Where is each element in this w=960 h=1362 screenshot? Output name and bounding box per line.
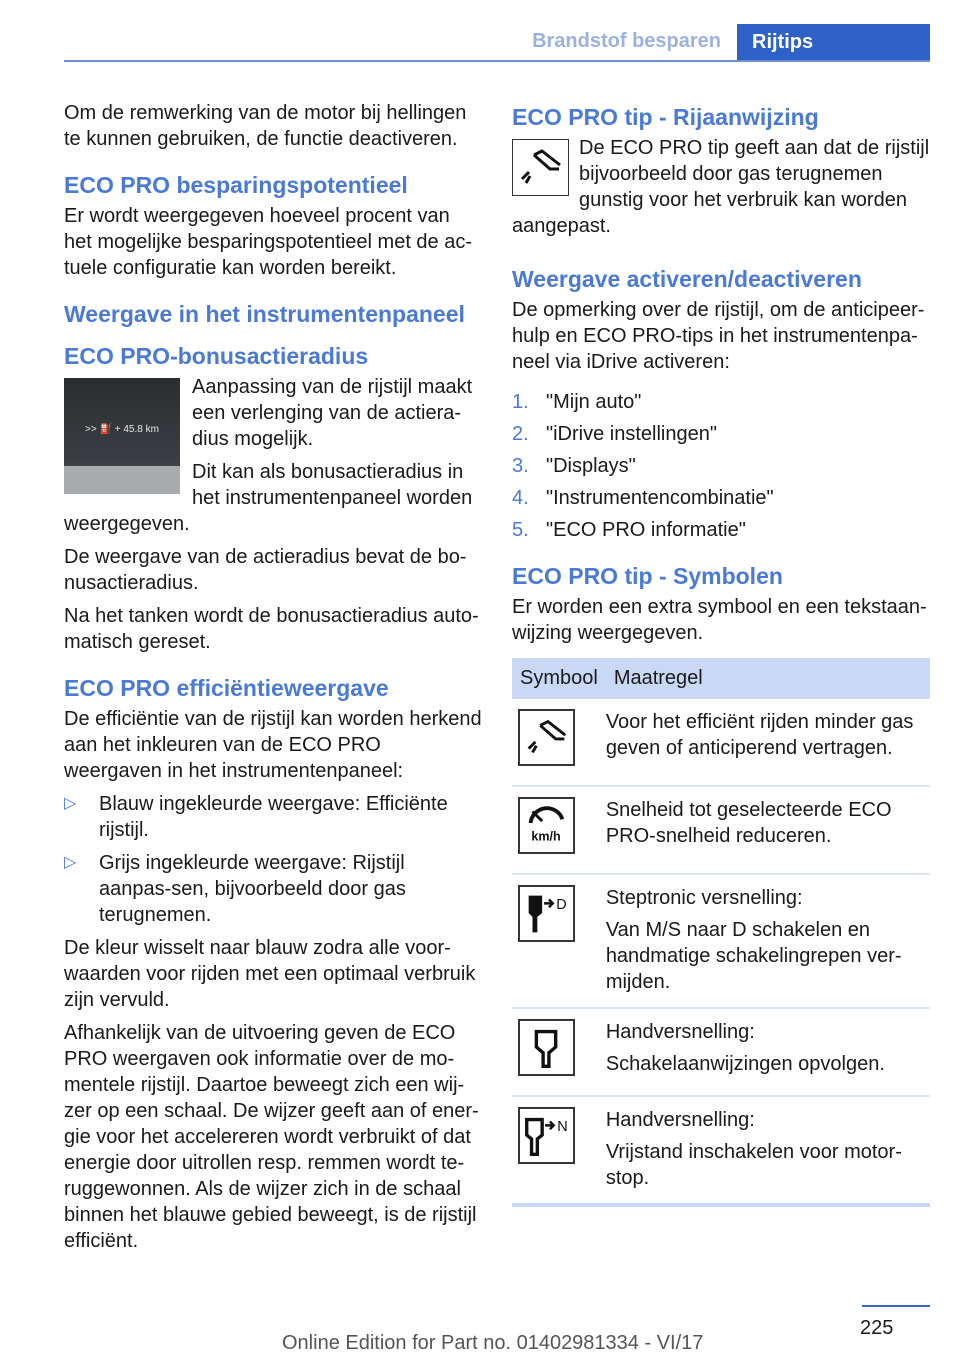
footer-rule	[862, 1305, 930, 1307]
section-title: Brandstof besparen	[532, 30, 721, 52]
column-header-maatregel: Maatregel	[606, 658, 930, 699]
paragraph-bonus-1: Aanpassing van de rijstijl maakt een verlenging van de actiera-dius mogelijk.	[192, 376, 473, 450]
edition-text: Online Edition for Part no. 01402981334 - VI/17	[282, 1332, 704, 1354]
list-item: 4. "Instrumentencombinatie"	[512, 487, 774, 509]
right-column	[512, 100, 930, 1207]
list-item: ▷ Grijs ingekleurde weergave: Rijstijl aanpas-sen, bijvoorbeeld door gas terugnemen.	[64, 852, 406, 926]
paragraph-afhankelijk: Afhankelijk van de uitvoering geven de ECO PRO weergaven ook informatie over de mo-mentele rijstijl. Daartoe beweegt zich een wij-zer op een schaal. De wijzer geeft aan of ener-gie voor het accelereren wordt verbruikt of dat energie door uitrollen resp. remmen wordt te-ruggewonnen. Als de wijzer zich in de schaal binnen het blauwe gebied beweegt, is de rijstijl efficiënt.	[64, 1022, 479, 1252]
list-item: 5. "ECO PRO informatie"	[512, 519, 746, 541]
paragraph-kleur: De kleur wisselt naar blauw zodra alle voor-waarden voor rijden met een optimaal verbruik zijn vervuld.	[64, 937, 476, 1011]
heading-symbolen: ECO PRO tip - Symbolen	[512, 563, 783, 589]
triangle-bullet-icon: ▷	[64, 854, 77, 871]
kmh-label: km/h	[531, 829, 561, 844]
page-number: 225	[860, 1317, 894, 1339]
foot-off-pedal-icon	[518, 709, 575, 766]
paragraph-rijaanwijzing: De ECO PRO tip geeft aan dat de rijstijl bijvoorbeeld door gas terugnemen gunstig voor het verbruik kan worden aangepast.	[512, 137, 930, 237]
heading-weergave-instrumentenpaneel: Weergave in het instrumentenpaneel	[64, 301, 465, 327]
left-column	[64, 100, 482, 1261]
gear-d-label: D	[556, 897, 567, 914]
list-item: 2. "iDrive instellingen"	[512, 423, 717, 445]
foot-off-pedal-icon	[512, 139, 569, 196]
paragraph-besparingspotentieel: Er wordt weergegeven hoeveel procent van het mogelijke besparingspotentieel met de ac-tuele configuratie kan worden bereikt.	[64, 205, 473, 279]
heading-efficientieweergave: ECO PRO efficiëntieweergave	[64, 675, 389, 701]
intro-paragraph: Om de remwerking van de motor bij hellingen te kunnen gebruiken, de functie deactiveren.	[64, 102, 467, 150]
gear-shift-icon	[518, 1019, 575, 1076]
speedometer-kmh-icon	[518, 797, 575, 854]
heading-bonusactieradius: ECO PRO-bonusactieradius	[64, 343, 369, 369]
list-item: ▷ Blauw ingekleurde weergave: Efficiënte rijstijl.	[64, 793, 448, 841]
list-item: 3. "Displays"	[512, 455, 636, 477]
symbol-table	[512, 658, 930, 1207]
paragraph-bonus-3: De weergave van de actieradius bevat de bo-nusactieradius.	[64, 546, 467, 594]
paragraph-activeren: De opmerking over de rijstijl, om de anticipeer-hulp en ECO PRO-tips in het instrumentenpa-neel via iDrive activeren:	[512, 299, 925, 373]
paragraph-symbolen: Er worden een extra symbool en een tekstaan-wijzing weergegeven.	[512, 596, 927, 644]
table-header-row	[512, 658, 930, 699]
column-header-symbool: Symbool	[512, 658, 606, 699]
paragraph-bonus-4: Na het tanken wordt de bonusactieradius auto-matisch gereset.	[64, 605, 479, 653]
bonus-range-display-image	[64, 378, 180, 494]
heading-besparingspotentieel: ECO PRO besparingspotentieel	[64, 172, 408, 198]
bonus-range-value: >> ⛽ + 45.8 km	[85, 424, 159, 435]
table-row: N Handversnelling: Vrijstand inschakelen voor motor-stop.	[512, 1096, 930, 1205]
paragraph-efficientie: De efficiëntie van de rijstijl kan worden herkend aan het inkleuren van de ECO PRO weergaven in het instrumentenpaneel:	[64, 708, 482, 782]
list-item: 1. "Mijn auto"	[512, 391, 642, 413]
table-row: Voor het efficiënt rijden minder gas geven of anticiperend vertragen.	[512, 699, 930, 786]
paragraph-bonus-2: Dit kan als bonusactieradius in het instrumentenpaneel worden weergegeven.	[64, 461, 473, 535]
header-rule	[64, 60, 930, 62]
chapter-tab: Rijtips	[737, 24, 930, 62]
table-row: Handversnelling: Schakelaanwijzingen opvolgen.	[512, 1008, 930, 1096]
heading-weergave-activeren: Weergave activeren/deactiveren	[512, 266, 862, 292]
gear-shift-to-d-icon	[518, 885, 575, 942]
table-row: km/h Snelheid tot geselecteerde ECO PRO-snelheid reduceren.	[512, 786, 930, 874]
triangle-bullet-icon: ▷	[64, 795, 77, 812]
heading-rijaanwijzing: ECO PRO tip - Rijaanwijzing	[512, 104, 819, 130]
gear-n-label: N	[557, 1119, 568, 1136]
gear-shift-to-n-icon	[518, 1107, 575, 1164]
table-row: D Steptronic versnelling: Van M/S naar D schakelen en handmatige schakelingrepen ver-mijden.	[512, 874, 930, 1008]
